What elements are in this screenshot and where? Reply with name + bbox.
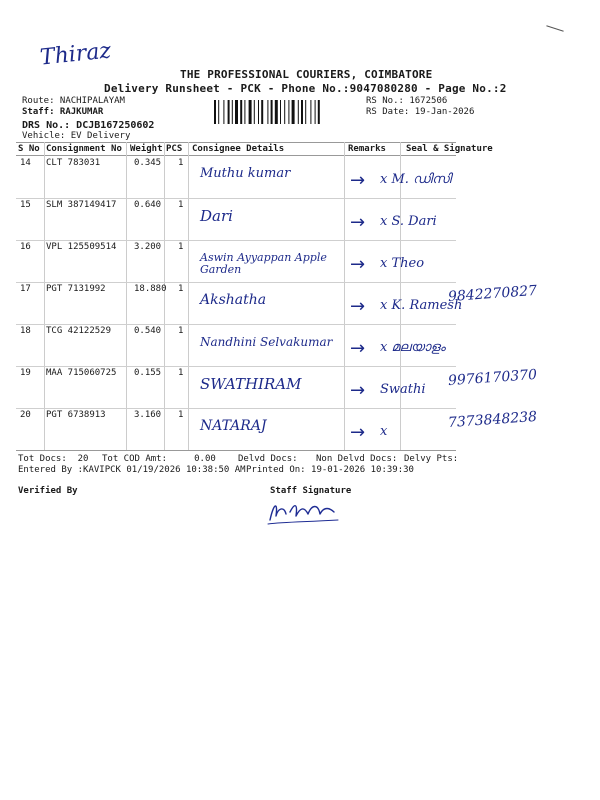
- row-consignment-no: MAA 715060725: [46, 368, 117, 378]
- row-sno: 17: [20, 284, 31, 294]
- row-weight: 18.880: [134, 284, 167, 294]
- barcode: [212, 100, 362, 124]
- remarks-arrow-icon: →: [350, 254, 366, 275]
- drs-number: DRS No.: DCJB167250602: [22, 120, 155, 131]
- row-sno: 15: [20, 200, 31, 210]
- row-phone-handwritten: 9976170370: [447, 366, 538, 390]
- col-remarks: Remarks: [348, 144, 386, 154]
- row-pcs: 1: [178, 242, 184, 252]
- remarks-arrow-icon: →: [350, 338, 366, 359]
- row-weight: 0.540: [134, 326, 162, 336]
- table-header-border: [16, 142, 456, 143]
- row-phone-handwritten: 7373848238: [447, 408, 538, 432]
- vehicle: Vehicle: EV Delivery: [22, 131, 131, 141]
- row-pcs: 1: [178, 200, 184, 210]
- route: Route: NACHIPALAYAM: [22, 96, 125, 106]
- row-sno: 14: [20, 158, 31, 168]
- row-seal-signature: Swathi: [380, 382, 426, 397]
- entered-by: Entered By :KAVIPCK 01/19/2026 10:38:50 AM: [18, 465, 246, 475]
- row-consignment-no: PGT 6738913: [46, 410, 106, 420]
- row-weight: 0.155: [134, 368, 162, 378]
- row-consignment-no: VPL 125509514: [46, 242, 117, 252]
- row-consignment-no: CLT 783031: [46, 158, 101, 168]
- row-consignee-handwritten: SWATHIRAM: [200, 375, 302, 393]
- col-pcs: PCS: [166, 144, 183, 154]
- row-sno: 20: [20, 410, 31, 420]
- col-consignment: Consignment No: [46, 144, 122, 154]
- row-seal-signature: x K. Ramesh: [380, 298, 463, 313]
- col-sno: S No: [18, 144, 40, 154]
- staff-signature-label: Staff Signature: [270, 486, 352, 496]
- row-phone-handwritten: 9842270827: [447, 282, 538, 306]
- row-consignee-handwritten: Muthu kumar: [200, 166, 291, 181]
- row-weight: 0.345: [134, 158, 162, 168]
- row-pcs: 1: [178, 410, 184, 420]
- printed-on: Printed On: 19-01-2026 10:39:30: [246, 465, 414, 475]
- row-weight: 3.200: [134, 242, 162, 252]
- row-consignment-no: SLM 387149417: [46, 200, 117, 210]
- handwritten-note: Thiraz: [38, 38, 113, 71]
- delivery-points: Delvy Pts:: [404, 454, 459, 464]
- remarks-arrow-icon: →: [350, 380, 366, 401]
- row-consignee-handwritten: Aswin Ayyappan Apple Garden: [200, 251, 327, 276]
- row-seal-signature: x M. ഡിസി: [380, 172, 452, 187]
- col-consignee: Consignee Details: [192, 144, 285, 154]
- verified-by-label: Verified By: [18, 486, 78, 496]
- row-consignee-handwritten: Dari: [200, 207, 233, 225]
- staff: Staff: RAJKUMAR: [22, 107, 104, 117]
- remarks-arrow-icon: →: [350, 170, 366, 191]
- total-docs: Tot Docs: 20: [18, 454, 89, 464]
- company-name: THE PROFESSIONAL COURIERS, COIMBATORE: [180, 68, 433, 81]
- row-consignment-no: PGT 7131992: [46, 284, 106, 294]
- corner-mark: [546, 25, 563, 32]
- remarks-arrow-icon: →: [350, 296, 366, 317]
- rs-number: RS No.: 1672506: [366, 96, 448, 106]
- row-consignment-no: TCG 42122529: [46, 326, 112, 336]
- rs-date: RS Date: 19-Jan-2026: [366, 107, 475, 117]
- remarks-arrow-icon: →: [350, 212, 366, 233]
- row-seal-signature: x S. Dari: [380, 214, 437, 229]
- row-sno: 19: [20, 368, 31, 378]
- row-consignee-handwritten: NATARAJ: [200, 418, 267, 434]
- row-weight: 3.160: [134, 410, 162, 420]
- row-seal-signature: x Theo: [380, 256, 425, 271]
- row-sno: 16: [20, 242, 31, 252]
- col-seal-signature: Seal & Signature: [406, 144, 493, 154]
- row-pcs: 1: [178, 284, 184, 294]
- row-pcs: 1: [178, 368, 184, 378]
- staff-signature: [264, 498, 344, 528]
- remarks-arrow-icon: →: [350, 422, 366, 443]
- total-cod: Tot COD Amt: 0.00: [102, 454, 216, 464]
- row-consignee-handwritten: Nandhini Selvakumar: [200, 335, 333, 349]
- row-sno: 18: [20, 326, 31, 336]
- col-weight: Weight: [130, 144, 163, 154]
- runsheet-title: Delivery Runsheet - PCK - Phone No.:9047080280 - Page No.:2: [104, 82, 507, 95]
- row-consignee-handwritten: Akshatha: [200, 292, 267, 308]
- row-seal-signature: x: [380, 424, 388, 439]
- row-seal-signature: x മലയാളം: [380, 340, 446, 355]
- delivered-docs: Delvd Docs:: [238, 454, 298, 464]
- row-weight: 0.640: [134, 200, 162, 210]
- non-delivered-docs: Non Delvd Docs:: [316, 454, 398, 464]
- row-pcs: 1: [178, 326, 184, 336]
- footer-border: [16, 450, 456, 451]
- row-pcs: 1: [178, 158, 184, 168]
